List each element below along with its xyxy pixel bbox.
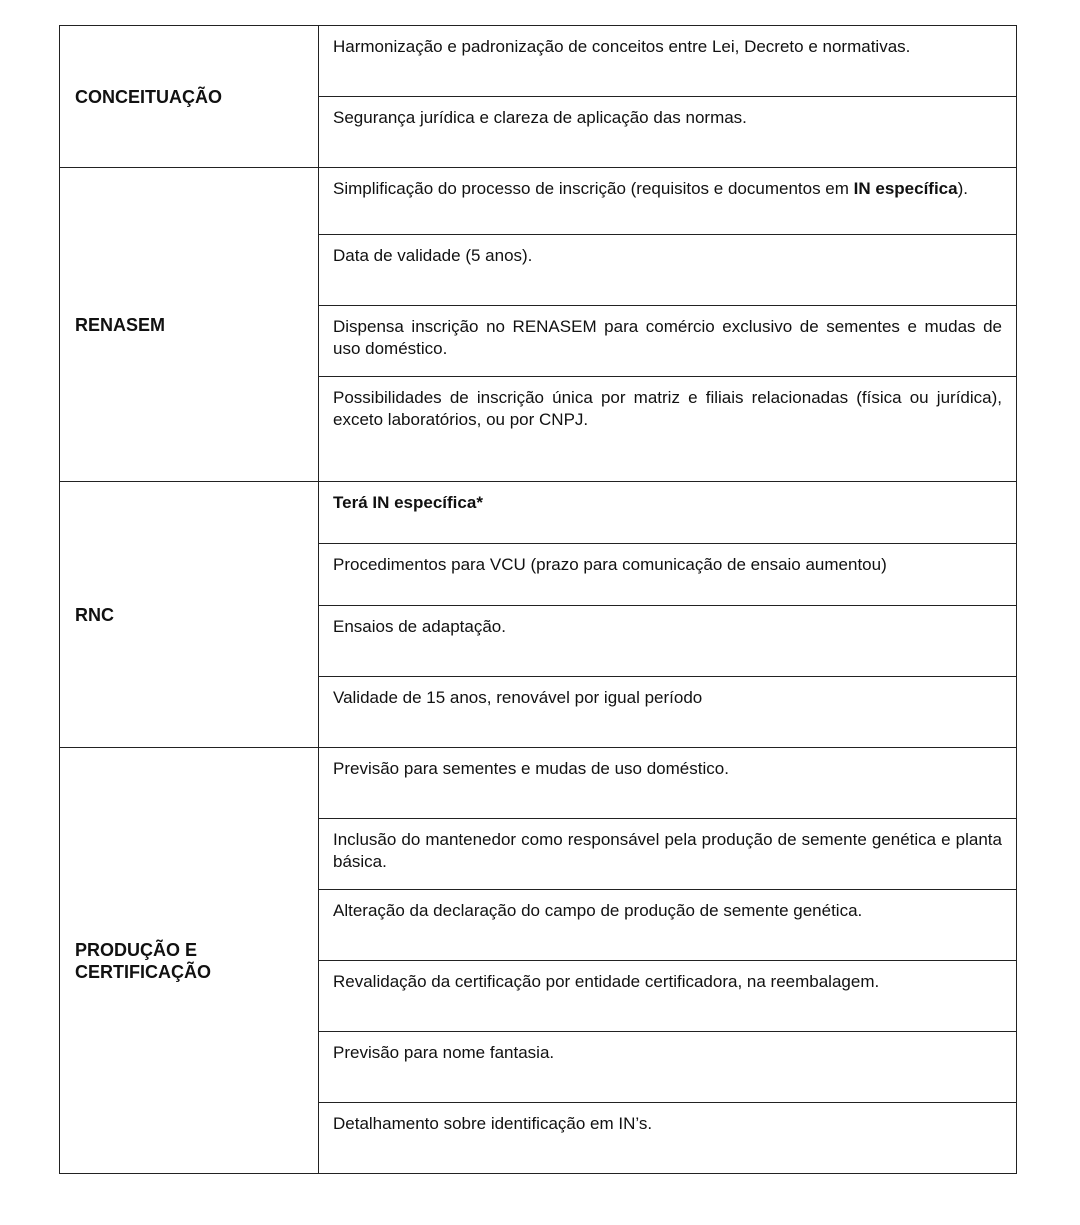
item-text: Revalidação da certificação por entidade certificadora, na reembalagem. xyxy=(333,972,880,991)
item-cell xyxy=(319,961,1017,1032)
item-text: Harmonização e padronização de conceitos entre Lei, Decreto e normativas. xyxy=(333,37,911,56)
table-row xyxy=(60,748,1017,819)
category-label: PRODUÇÃO E xyxy=(75,939,198,960)
table-row xyxy=(60,168,1017,235)
item-cell xyxy=(319,1032,1017,1103)
item-cell xyxy=(319,677,1017,748)
item-text: Ensaios de adaptação. xyxy=(333,617,506,636)
item-text: Previsão para sementes e mudas de uso doméstico. xyxy=(333,759,729,778)
item-cell xyxy=(319,306,1017,377)
item-text: Procedimentos para VCU (prazo para comunicação de ensaio aumentou) xyxy=(333,555,887,574)
item-cell xyxy=(319,748,1017,819)
category-cell xyxy=(60,748,319,1174)
item-text: Possibilidades de inscrição única por matriz e filiais relacionadas (física ou jurídica), exceto laboratórios, ou por CNPJ. xyxy=(333,388,1002,429)
item-cell xyxy=(319,377,1017,482)
item-cell xyxy=(319,97,1017,168)
category-cell xyxy=(60,482,319,748)
item-text: Detalhamento sobre identificação em IN’s. xyxy=(333,1114,653,1133)
category-label: RENASEM xyxy=(75,314,166,335)
item-text: Validade de 15 anos, renovável por igual período xyxy=(333,688,703,707)
item-text: Dispensa inscrição no RENASEM para comércio exclusivo de sementes e mudas de uso doméstico. xyxy=(333,317,1002,358)
item-cell xyxy=(319,606,1017,677)
item-text: Alteração da declaração do campo de produção de semente genética. xyxy=(333,901,863,920)
item-text: Data de validade (5 anos). xyxy=(333,246,533,265)
item-text: Terá IN específica* xyxy=(333,493,483,512)
item-cell xyxy=(319,168,1017,235)
item-text: Inclusão do mantenedor como responsável pela produção de semente genética e planta básica. xyxy=(333,830,1002,871)
item-text-part: ). xyxy=(957,179,968,198)
item-cell xyxy=(319,482,1017,544)
category-label: RNC xyxy=(75,604,114,625)
item-text-bold: IN específica xyxy=(853,179,958,198)
category-cell xyxy=(60,26,319,168)
item-cell xyxy=(319,1103,1017,1174)
table-row xyxy=(60,26,1017,97)
item-text: Segurança jurídica e clareza de aplicação das normas. xyxy=(333,108,747,127)
summary-table xyxy=(59,25,1017,1174)
table-row xyxy=(60,482,1017,544)
category-cell xyxy=(60,168,319,482)
category-label: CERTIFICAÇÃO xyxy=(75,961,211,982)
item-cell xyxy=(319,26,1017,97)
item-cell xyxy=(319,819,1017,890)
item-text-part: Simplificação do processo de inscrição (requisitos e documentos em xyxy=(333,179,854,198)
item-cell xyxy=(319,235,1017,306)
item-cell xyxy=(319,890,1017,961)
item-text xyxy=(333,178,1002,200)
item-text: Previsão para nome fantasia. xyxy=(333,1043,555,1062)
item-cell xyxy=(319,544,1017,606)
category-label: CONCEITUAÇÃO xyxy=(75,86,222,107)
